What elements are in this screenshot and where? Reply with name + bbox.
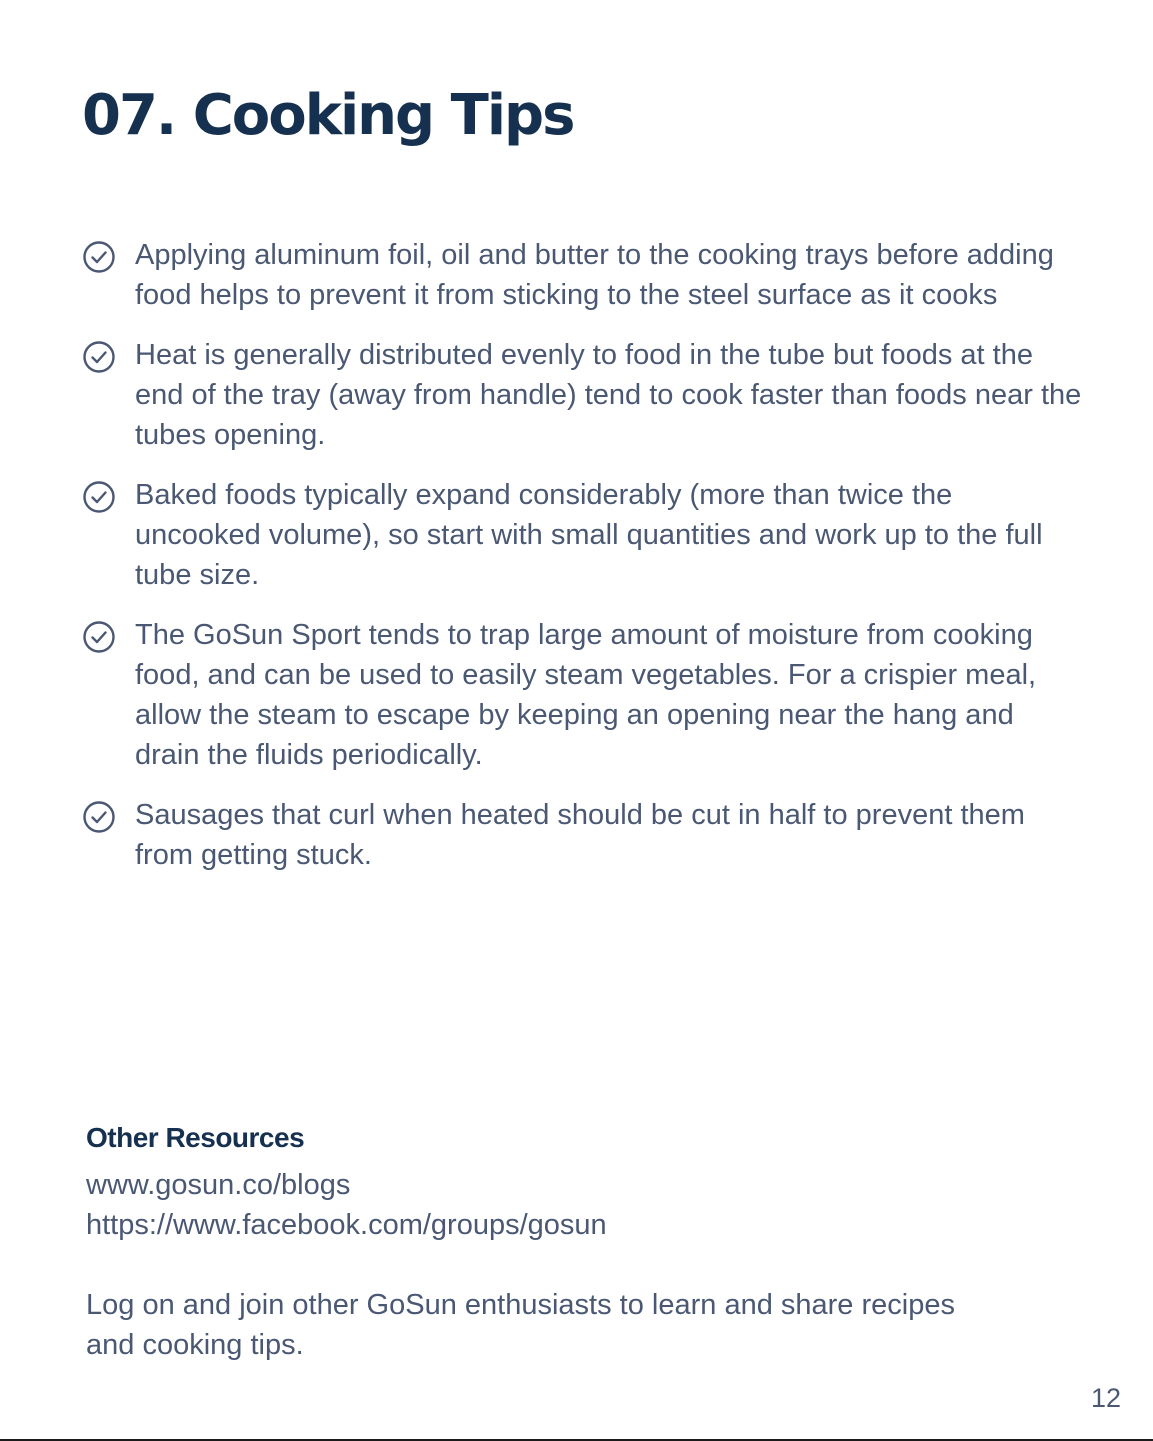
check-circle-icon bbox=[82, 800, 116, 834]
check-circle-icon bbox=[82, 340, 116, 374]
blog-link[interactable]: www.gosun.co/blogs bbox=[86, 1169, 351, 1201]
check-circle-icon bbox=[82, 240, 116, 274]
tip-item bbox=[82, 335, 1082, 455]
page-number: 12 bbox=[1090, 1383, 1121, 1413]
tip-text: Baked foods typically expand considerably (more than twice the uncooked volume), so start with small quantities and work up to the full tube size. bbox=[135, 479, 1043, 591]
cooking-tips-list bbox=[82, 235, 1082, 895]
facebook-group-link[interactable]: https://www.facebook.com/groups/gosun bbox=[86, 1209, 607, 1241]
tip-text: The GoSun Sport tends to trap large amount of moisture from cooking food, and can be used to easily steam vegetables. For a crispier meal, allow the steam to escape by keeping an opening near the hang and drain the fluids periodically. bbox=[135, 619, 1037, 771]
tip-text: Applying aluminum foil, oil and butter to the cooking trays before adding food helps to prevent it from sticking to the steel surface as it cooks bbox=[135, 239, 1054, 311]
tip-text: Sausages that curl when heated should be cut in half to prevent them from getting stuck. bbox=[135, 799, 1025, 871]
tip-item bbox=[82, 235, 1082, 315]
page-title: 07. Cooking Tips bbox=[82, 83, 574, 148]
check-circle-icon bbox=[82, 480, 116, 514]
check-circle-icon bbox=[82, 620, 116, 654]
join-community-text: Log on and join other GoSun enthusiasts to learn and share recipes and cooking tips. bbox=[86, 1289, 955, 1361]
tip-item bbox=[82, 475, 1082, 595]
resources-heading: Other Resources bbox=[86, 1122, 305, 1153]
tip-item bbox=[82, 615, 1082, 775]
tip-item bbox=[82, 795, 1082, 875]
tip-text: Heat is generally distributed evenly to food in the tube but foods at the end of the tray (away from handle) tend to cook faster than foods near the tubes opening. bbox=[135, 339, 1082, 451]
